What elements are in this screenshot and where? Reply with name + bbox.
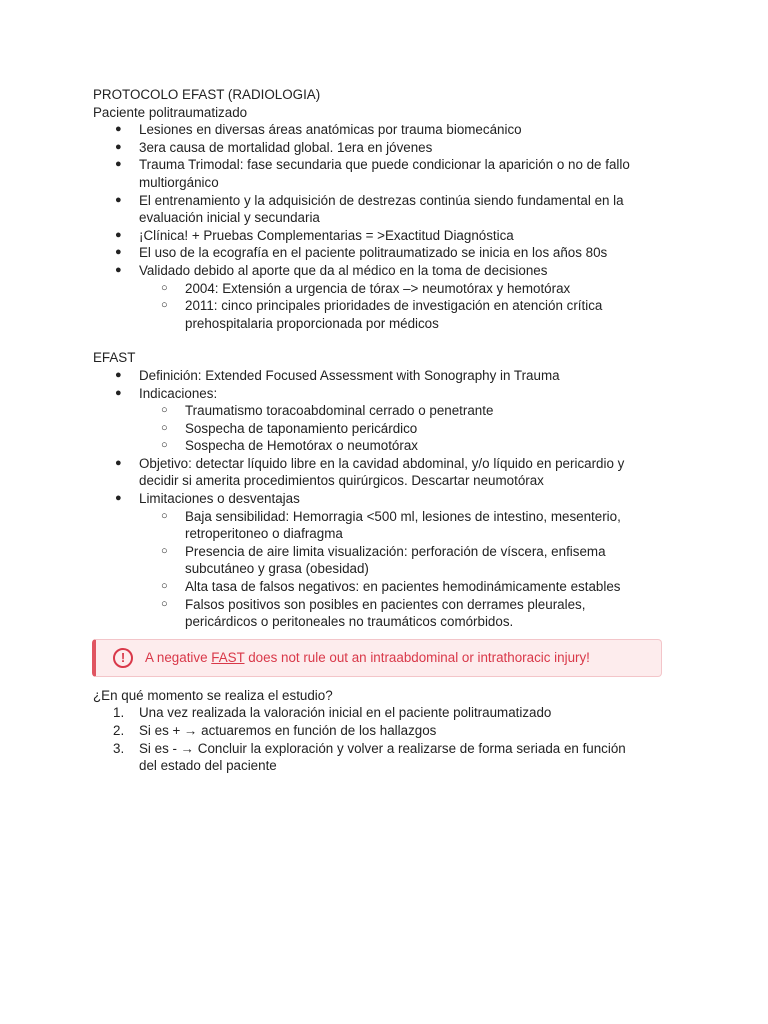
sub-list-item: ○ Sospecha de taponamiento pericárdico bbox=[161, 420, 418, 436]
sub-list-item: ○ 2004: Extensión a urgencia de tórax –> neumotórax y hemotórax bbox=[161, 280, 571, 296]
numbered-item: 1. Una vez realizada la valoración inicial en el paciente politraumatizado bbox=[113, 705, 552, 721]
sub-list-item: ○ Traumatismo toracoabdominal cerrado o penetrante bbox=[161, 403, 494, 419]
list-item: ● Definición: Extended Focused Assessment with Sonography in Trauma bbox=[115, 367, 560, 383]
item-number: 3. bbox=[113, 740, 125, 756]
sub-list-item: ○ Alta tasa de falsos negativos: en pacientes hemodinámicamente estables bbox=[161, 579, 621, 595]
section-heading-momento: ¿En qué momento se realiza el estudio? bbox=[93, 687, 333, 703]
list-item: ● 3era causa de mortalidad global. 1era en jóvenes bbox=[115, 139, 433, 155]
list-item: ● Trauma Trimodal: fase secundaria que puede condicionar la aparición o no de fallo multiorgánico bbox=[115, 157, 630, 190]
bullet-hollow-icon: ○ bbox=[161, 439, 168, 452]
fast-term: FAST bbox=[211, 650, 245, 666]
paragraph-gap bbox=[93, 332, 668, 349]
bullet-filled-icon: ● bbox=[115, 123, 122, 136]
document-title: PROTOCOLO EFAST (RADIOLOGIA) bbox=[93, 87, 321, 102]
list-item: ● Indicaciones: bbox=[115, 385, 218, 401]
warning-callout bbox=[92, 639, 662, 677]
item-number: 1. bbox=[113, 705, 125, 721]
paciente-list bbox=[93, 121, 668, 332]
bullet-hollow-icon: ○ bbox=[161, 544, 168, 557]
section-heading-efast: EFAST bbox=[93, 350, 136, 366]
list-item: ● Lesiones en diversas áreas anatómicas por trauma biomecánico bbox=[115, 122, 522, 138]
item-number: 2. bbox=[113, 723, 125, 738]
sub-list-item: ○ Baja sensibilidad: Hemorragia <500 ml, lesiones de intestino, mesenterio, retroperitoneo o diafragma bbox=[161, 508, 621, 542]
list-item: ● El entrenamiento y la adquisición de destrezas continúa siendo fundamental en la evaluación inicial y secundaria bbox=[115, 192, 624, 226]
bullet-filled-icon: ● bbox=[115, 456, 122, 469]
list-item: ● Objetivo: detectar líquido libre en la cavidad abdominal, y/o líquido en pericardio y decidir si amerita procedimientos quirúrgicos. Descartar neumotórax bbox=[115, 455, 625, 489]
bullet-filled-icon: ● bbox=[115, 158, 122, 171]
sub-list-item: ○ Sospecha de Hemotórax o neumotórax bbox=[161, 438, 418, 454]
numbered-item: 2. Si es + → actuaremos en función de los hallazgos bbox=[113, 723, 437, 738]
sub-list-item: ○ Falsos positivos son posibles en pacientes con derrames pleurales, pericárdicos o peritoneales no traumáticos comórbidos. bbox=[161, 596, 586, 630]
bullet-filled-icon: ● bbox=[115, 193, 122, 206]
list-item: ● ¡Clínica! + Pruebas Complementarias = >Exactitud Diagnóstica bbox=[115, 227, 514, 243]
sub-list-item: ○ Presencia de aire limita visualización: perforación de víscera, enfisema subcutáneo y grasa (obesidad) bbox=[161, 543, 606, 577]
document-content bbox=[93, 86, 668, 775]
bullet-hollow-icon: ○ bbox=[161, 404, 168, 417]
bullet-filled-icon: ● bbox=[115, 492, 122, 505]
bullet-filled-icon: ● bbox=[115, 246, 122, 259]
list-item: ● El uso de la ecografía en el paciente politraumatizado se inicia en los años 80s bbox=[115, 245, 608, 261]
bullet-filled-icon: ● bbox=[115, 140, 122, 153]
list-item: ● Validado debido al aporte que da al médico en la toma de decisiones bbox=[115, 262, 548, 278]
bullet-hollow-icon: ○ bbox=[161, 509, 168, 522]
alert-circle-icon: ! bbox=[113, 648, 133, 668]
efast-list bbox=[93, 367, 668, 631]
bullet-filled-icon: ● bbox=[115, 228, 122, 241]
bullet-filled-icon: ● bbox=[115, 386, 122, 399]
section-heading-paciente: Paciente politraumatizado bbox=[93, 104, 248, 120]
bullet-filled-icon: ● bbox=[115, 368, 122, 381]
bullet-hollow-icon: ○ bbox=[161, 597, 168, 610]
bullet-hollow-icon: ○ bbox=[161, 580, 168, 593]
sub-list-item: ○ 2011: cinco principales prioridades de investigación en atención crítica prehospitalaria proporcionada por médicos bbox=[161, 298, 603, 331]
bullet-hollow-icon: ○ bbox=[161, 281, 168, 294]
callout-text: A negative FAST does not rule out an intraabdominal or intrathoracic injury! bbox=[145, 650, 590, 666]
bullet-hollow-icon: ○ bbox=[161, 299, 168, 312]
bullet-hollow-icon: ○ bbox=[161, 421, 168, 434]
numbered-item: 3. Si es - → Concluir la exploración y volver a realizarse de forma seriada en función del estado del paciente bbox=[113, 740, 626, 774]
bullet-filled-icon: ● bbox=[115, 263, 122, 276]
list-item: ● Limitaciones o desventajas bbox=[115, 491, 300, 507]
momento-steps-list bbox=[93, 704, 668, 774]
